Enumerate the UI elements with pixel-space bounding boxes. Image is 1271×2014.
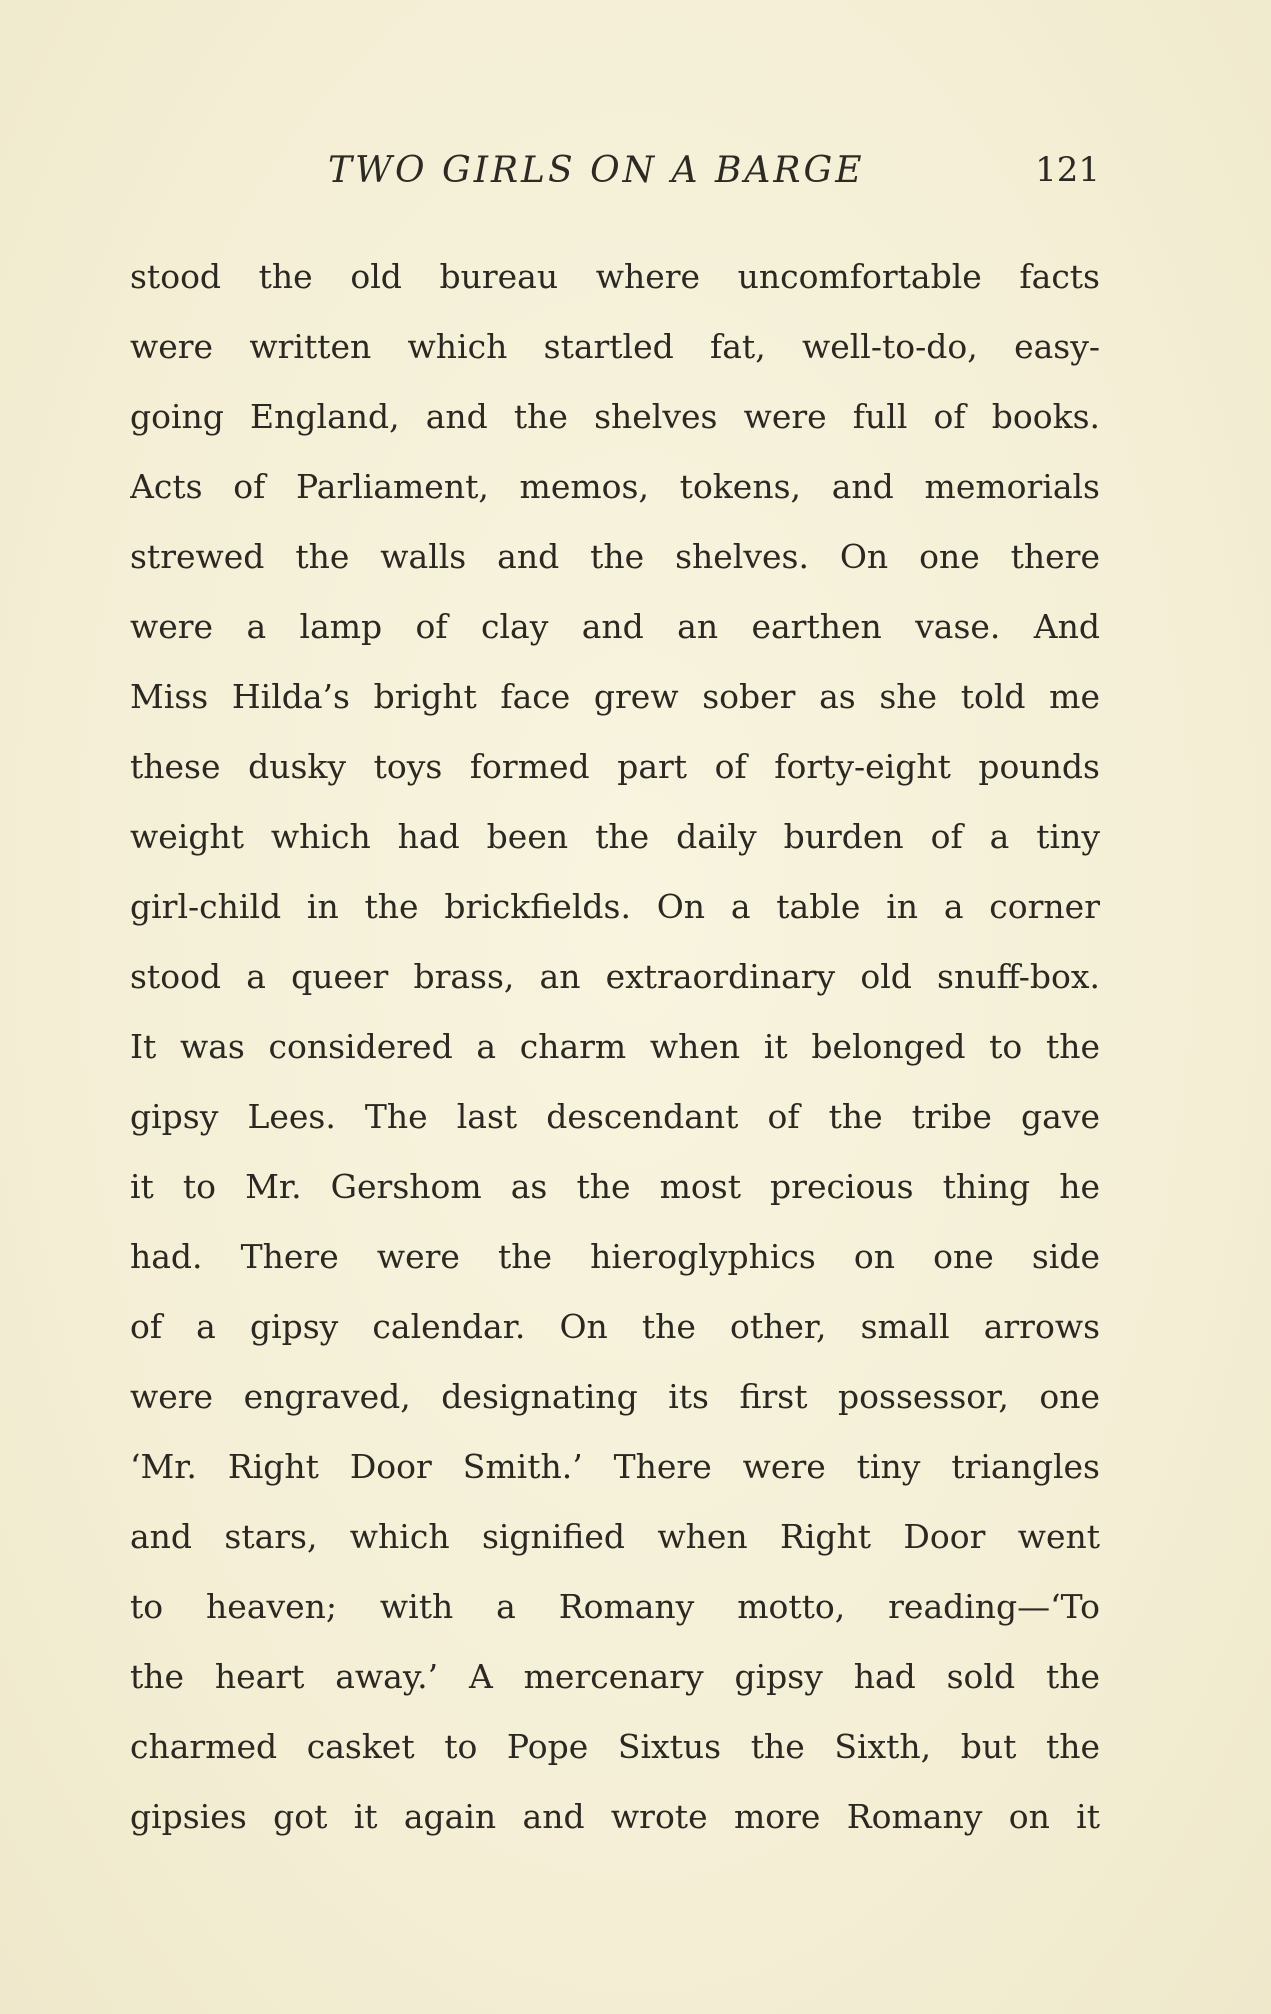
text-line: girl-child in the brickfields. On a table in a corner: [130, 887, 1100, 926]
text-line: these dusky toys formed part of forty-eight pounds: [130, 747, 1100, 786]
text-line: weight which had been the daily burden of a tiny: [130, 817, 1100, 856]
text-line: gipsies got it again and wrote more Romany on it: [130, 1797, 1100, 1836]
text-line: strewed the walls and the shelves. On one there: [130, 537, 1100, 576]
text-line: had. There were the hieroglyphics on one side: [130, 1237, 1100, 1276]
page-number: 121: [1035, 150, 1100, 190]
running-title: TWO GIRLS ON A BARGE: [328, 150, 865, 191]
text-line: it to Mr. Gershom as the most precious thing he: [130, 1167, 1100, 1206]
text-line: Miss Hilda’s bright face grew sober as she told me: [130, 677, 1100, 716]
body-text: [130, 252, 1100, 1862]
text-line: were a lamp of clay and an earthen vase. And: [130, 607, 1100, 646]
text-line: of a gipsy calendar. On the other, small arrows: [130, 1307, 1100, 1346]
text-line: ‘Mr. Right Door Smith.’ There were tiny triangles: [130, 1447, 1100, 1486]
text-line: going England, and the shelves were full of books.: [130, 397, 1100, 436]
text-line: It was considered a charm when it belonged to the: [130, 1027, 1100, 1066]
text-line: gipsy Lees. The last descendant of the tribe gave: [130, 1097, 1100, 1136]
text-line: the heart away.’ A mercenary gipsy had sold the: [130, 1657, 1100, 1696]
page-header: [130, 150, 1100, 210]
text-line: were engraved, designating its first possessor, one: [130, 1377, 1100, 1416]
text-line: and stars, which signified when Right Door went: [130, 1517, 1100, 1556]
text-line: to heaven; with a Romany motto, reading—‘To: [130, 1587, 1100, 1626]
text-line: were written which startled fat, well-to-do, easy-: [130, 327, 1100, 366]
text-line: stood the old bureau where uncomfortable facts: [130, 257, 1100, 296]
text-line: Acts of Parliament, memos, tokens, and memorials: [130, 467, 1100, 506]
text-line: stood a queer brass, an extraordinary old snuff-box.: [130, 957, 1100, 996]
text-line: charmed casket to Pope Sixtus the Sixth, but the: [130, 1727, 1100, 1766]
